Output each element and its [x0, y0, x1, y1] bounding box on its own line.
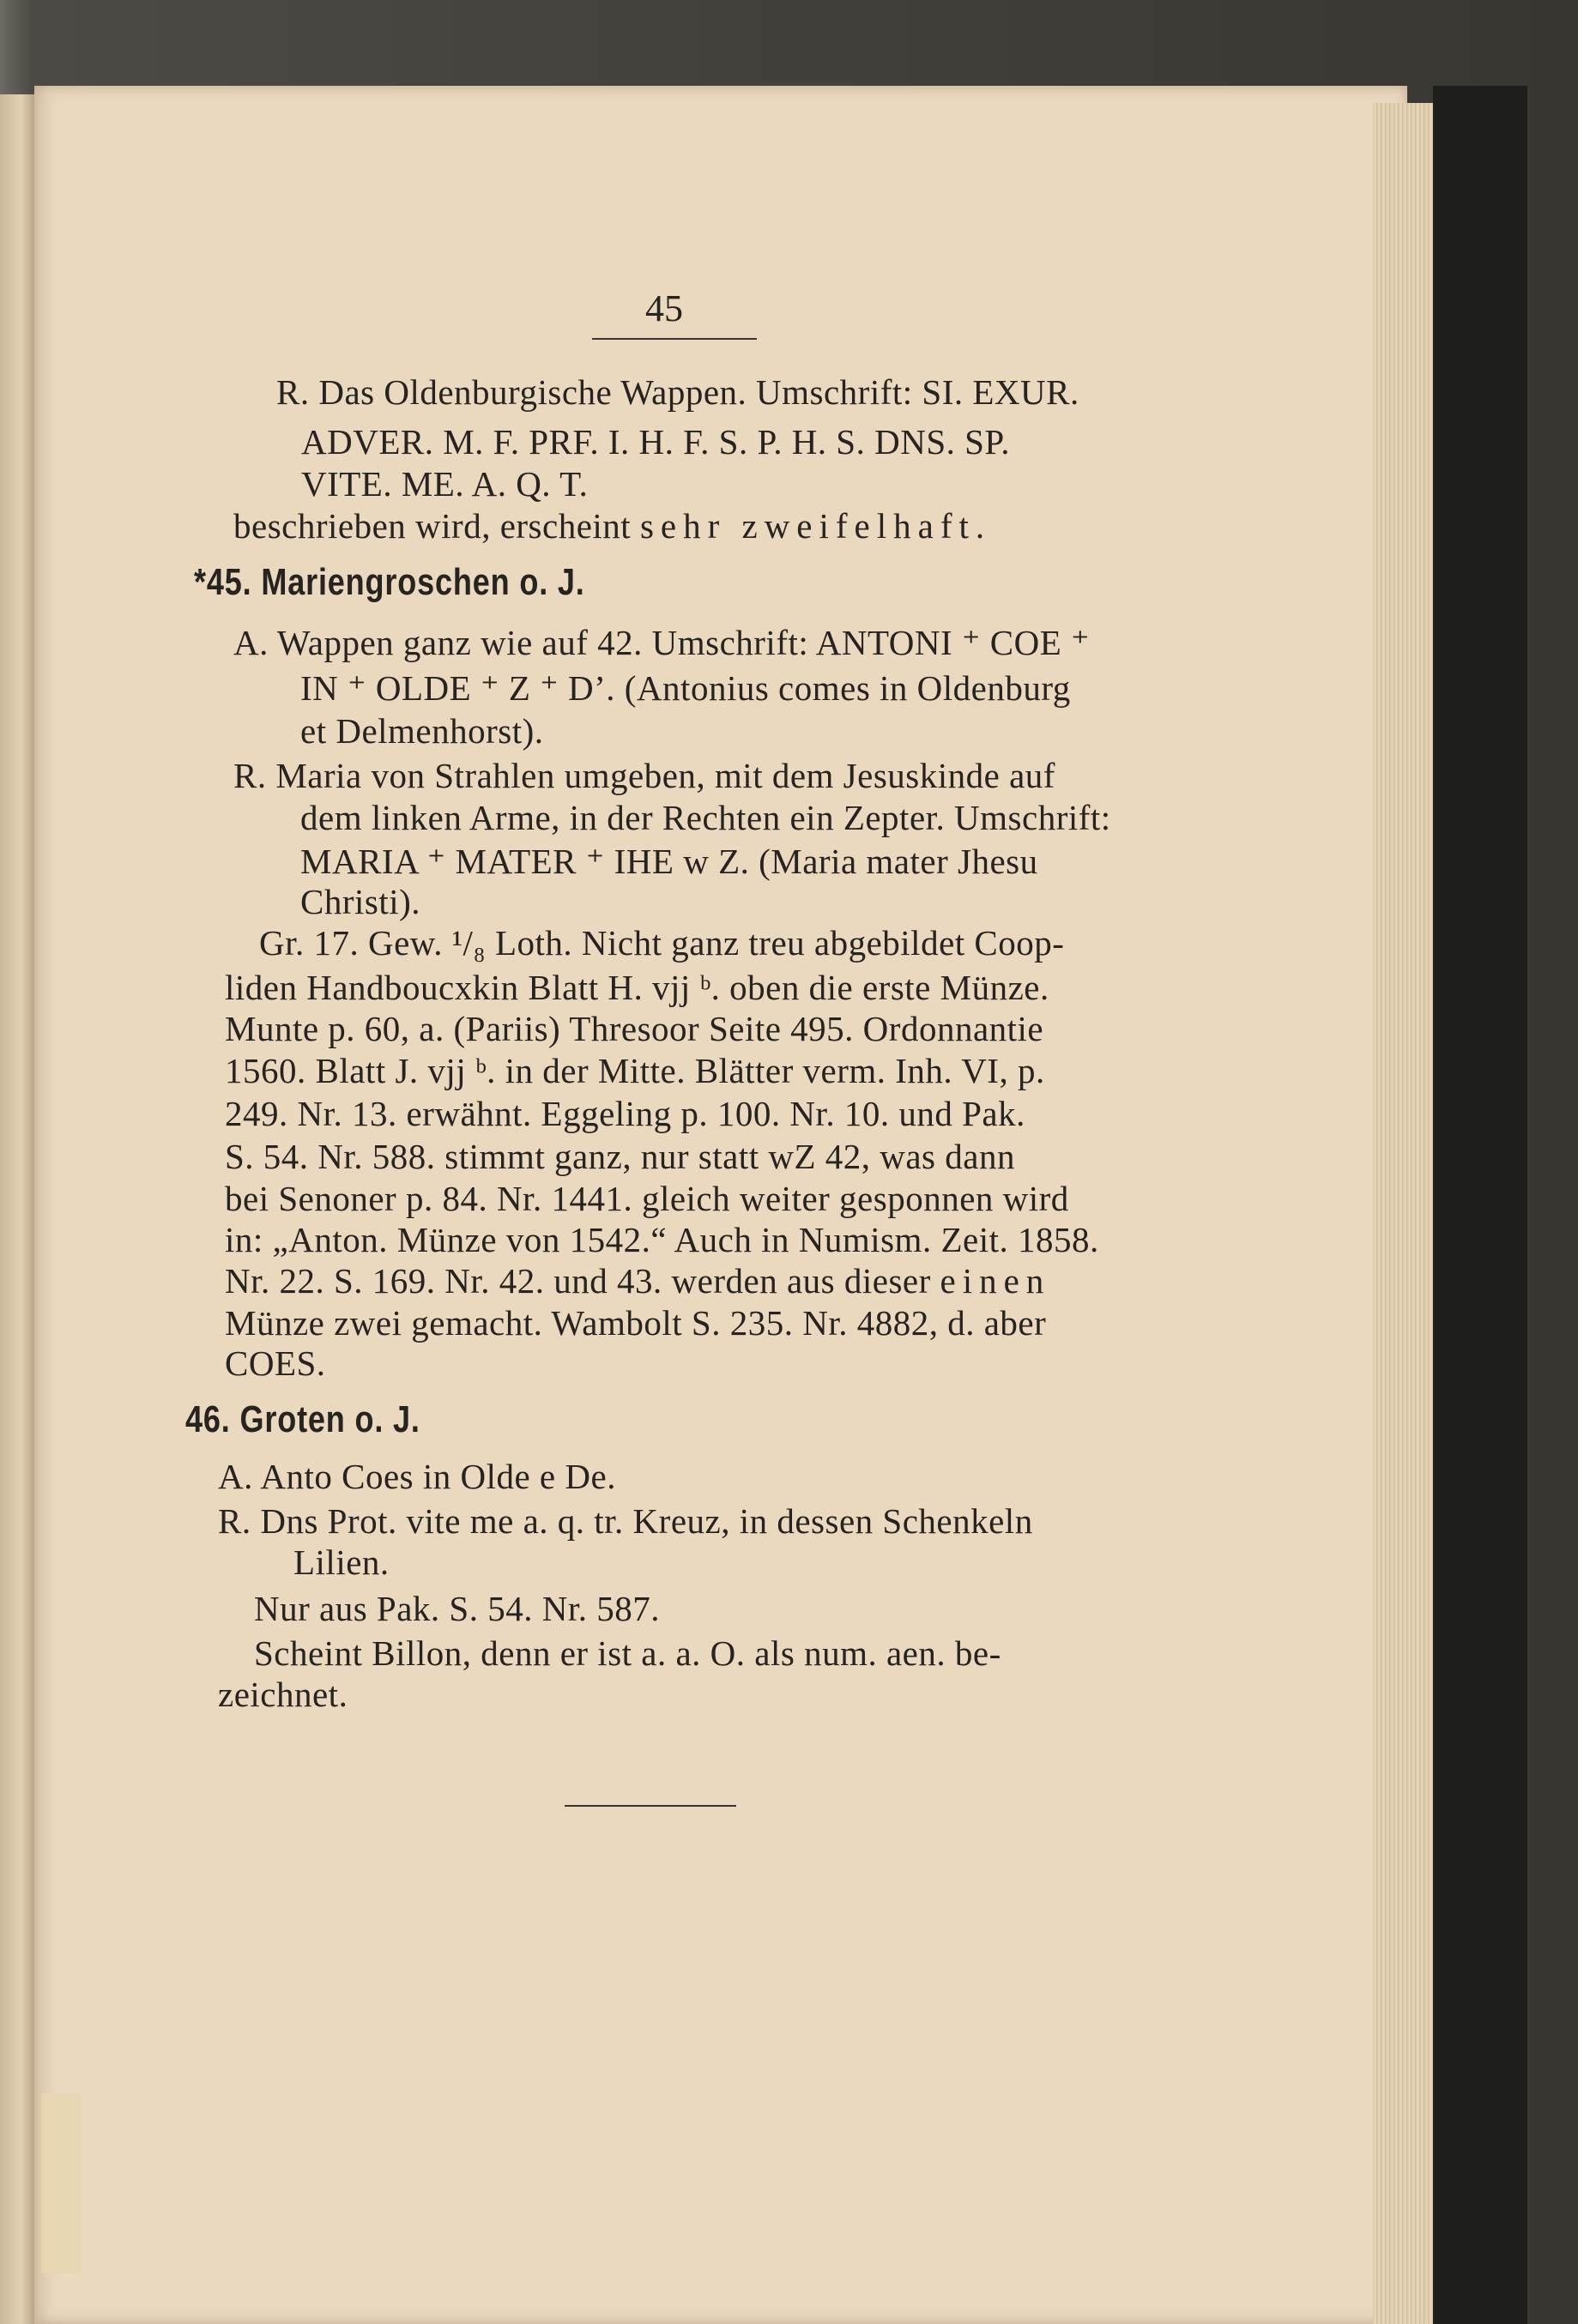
text-line: R. Maria von Strahlen umgeben, mit dem Jesuskinde auf	[233, 756, 1055, 795]
page-number: 45	[645, 287, 683, 329]
text-line: MARIA ⁺ MATER ⁺ IHE w Z. (Maria mater Jhesu	[300, 842, 1038, 881]
text-line: in: „Anton. Münze von 1542.“ Auch in Numism. Zeit. 1858.	[225, 1220, 1099, 1259]
text-line: Gr. 17. Gew. ¹/₈ Loth. Nicht ganz treu abgebildet Coop-	[259, 923, 1065, 963]
text-line: IN ⁺ OLDE ⁺ Z ⁺ D’. (Antonius comes in Oldenburg	[300, 668, 1071, 708]
text-line: Lilien.	[293, 1542, 390, 1582]
text-line: 1560. Blatt J. vjj ᵇ. in der Mitte. Blätter verm. Inh. VI, p.	[225, 1051, 1045, 1090]
section-heading: 46. Groten o. J.	[185, 1398, 420, 1440]
text-line: R. Dns Prot. vite me a. q. tr. Kreuz, in dessen Schenkeln	[218, 1501, 1033, 1541]
text-line: 249. Nr. 13. erwähnt. Eggeling p. 100. Nr. 10. und Pak.	[225, 1094, 1025, 1133]
text-line: VITE. ME. A. Q. T.	[301, 464, 589, 504]
text-line: Christi).	[300, 882, 421, 921]
text-line: liden Handboucxkin Blatt H. vjj ᵇ. oben die erste Münze.	[225, 968, 1049, 1007]
emphasized-text: sehr zweifelhaft.	[639, 506, 992, 546]
text-line: A. Wappen ganz wie auf 42. Umschrift: ANTONI ⁺ COE ⁺	[233, 623, 1091, 662]
text-line: Munte p. 60, a. (Pariis) Thresoor Seite 495. Ordonnantie	[225, 1009, 1044, 1048]
text-line: et Delmenhorst).	[300, 711, 544, 751]
section-end-rule	[565, 1805, 736, 1807]
text-line: Nur aus Pak. S. 54. Nr. 587.	[254, 1589, 660, 1628]
text-line: ADVER. M. F. PRF. I. H. F. S. P. H. S. DNS. SP.	[301, 422, 1010, 462]
text-line: COES.	[225, 1343, 326, 1383]
text-line: Nr. 22. S. 169. Nr. 42. und 43. werden aus dieser einen	[225, 1261, 1051, 1301]
text-line: R. Das Oldenburgische Wappen. Umschrift: SI. EXUR.	[276, 372, 1079, 412]
text-line: S. 54. Nr. 588. stimmt ganz, nur statt wZ 42, was dann	[225, 1137, 1015, 1176]
text-line: Scheint Billon, denn er ist a. a. O. als num. aen. be-	[254, 1633, 1001, 1673]
header-rule	[592, 338, 757, 340]
text-line: zeichnet.	[218, 1675, 348, 1714]
text-line: beschrieben wird, erscheint sehr zweifelhaft.	[233, 506, 992, 546]
text-line: bei Senoner p. 84. Nr. 1441. gleich weiter gesponnen wird	[225, 1179, 1069, 1218]
section-heading: *45. Mariengroschen o. J.	[194, 561, 585, 603]
text-line: Münze zwei gemacht. Wambolt S. 235. Nr. 4882, d. aber	[225, 1303, 1047, 1343]
text-line: dem linken Arme, in der Rechten ein Zepter. Umschrift:	[300, 798, 1111, 837]
text-line: A. Anto Coes in Olde e De.	[218, 1457, 616, 1496]
emphasized-text: einen	[940, 1261, 1051, 1301]
